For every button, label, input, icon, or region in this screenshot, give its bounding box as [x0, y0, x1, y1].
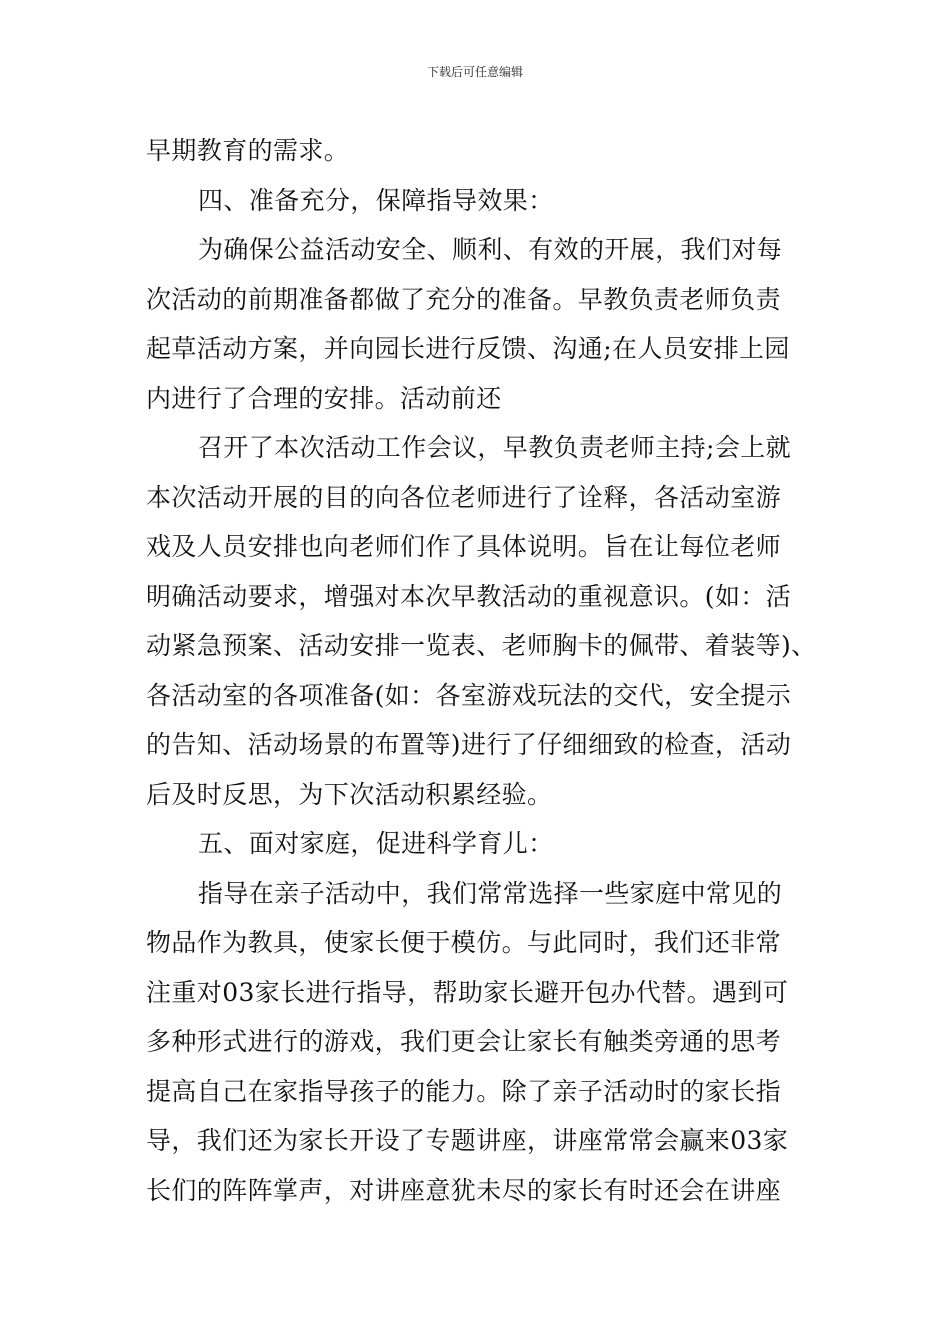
text-line: 内进行了合理的安排。活动前还 [146, 383, 502, 413]
document-body [146, 126, 817, 1215]
text-line: 指导在亲子活动中，我们常常选择一些家庭中常见的 [198, 878, 783, 908]
page-header: 下载后可任意编辑 [426, 65, 523, 79]
text-line: 各活动室的各项准备(如：各室游戏玩法的交代，安全提示 [146, 680, 792, 710]
text-line: 四、准备充分，保障指导效果： [198, 185, 554, 215]
text-line: 动紧急预案、活动安排一览表、老师胸卡的佩带、着装等)、 [146, 631, 817, 660]
text-line: 戏及人员安排也向老师们作了具体说明。旨在让每位老师 [146, 532, 782, 561]
text-line: 次活动的前期准备都做了充分的准备。早教负责老师负责 [146, 284, 782, 314]
text-line: 起草活动方案，并向园长进行反馈、沟通;在人员安排上园 [146, 334, 790, 363]
text-line: 多种形式进行的游戏，我们更会让家长有触类旁通的思考 [146, 1027, 782, 1056]
text-line: 长们的阵阵掌声，对讲座意犹未尽的家长有时还会在讲座 [146, 1175, 782, 1205]
text-line: 的告知、活动场景的布置等)进行了仔细细致的检查，活动 [146, 730, 792, 759]
text-line: 物品作为教具，使家长便于模仿。与此同时，我们还非常 [146, 928, 782, 957]
text-line: 提高自己在家指导孩子的能力。除了亲子活动时的家长指 [146, 1076, 782, 1106]
text-line: 为确保公益活动安全、顺利、有效的开展，我们对每 [198, 235, 783, 264]
text-line: 明确活动要求，增强对本次早教活动的重视意识。(如：活 [146, 581, 792, 611]
text-line: 本次活动开展的目的向各位老师进行了诠释，各活动室游 [146, 482, 782, 512]
text-line: 五、面对家庭，促进科学育儿： [198, 829, 554, 858]
text-line: 召开了本次活动工作会议，早教负责老师主持;会上就 [198, 433, 792, 462]
text-line: 注重对03家长进行指导，帮助家长避开包办代替。遇到可 [146, 977, 789, 1007]
text-line: 早期教育的需求。 [146, 136, 350, 165]
text-line: 导，我们还为家长开设了专题讲座，讲座常常会赢来03家 [146, 1126, 789, 1155]
text-line: 后及时反思，为下次活动积累经验。 [146, 779, 553, 809]
